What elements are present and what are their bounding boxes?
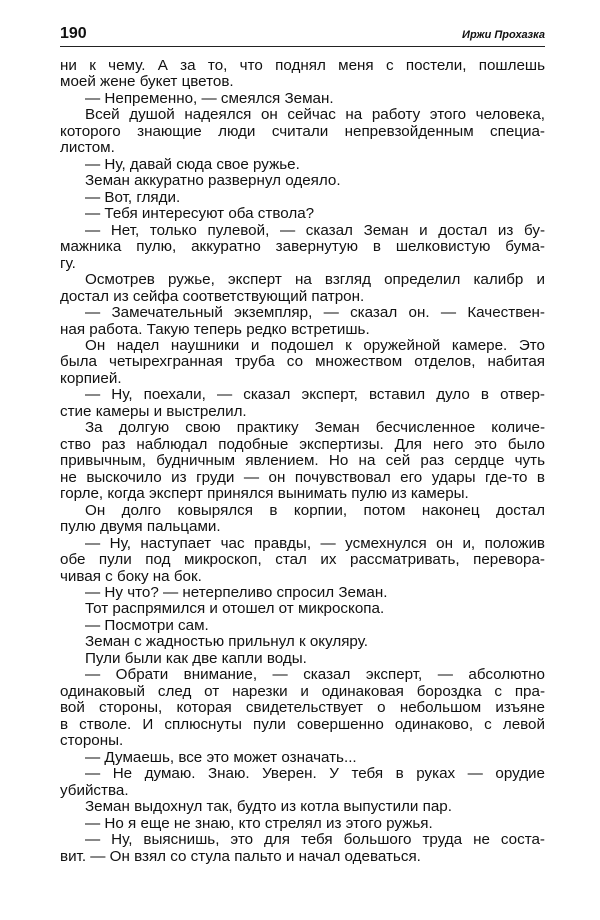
text-line: была четырехгранная труба со множеством отделов, набитая — [60, 354, 545, 371]
text-line: — Ну, наступает час правды, — усмехнулся он и, положив — [85, 535, 545, 552]
text-line: обе пули под микроскоп, стал их рассматривать, перевора- — [60, 552, 545, 569]
text-line: — Ну что? — нетерпеливо спросил Земан. — [85, 584, 388, 601]
text-line: вит. — Он взял со стула пальто и начал одеваться. — [60, 847, 421, 865]
text-line: ни к чему. А за то, что поднял меня с постели, пошлешь — [60, 58, 545, 74]
text-line: — Посмотри сам. — [85, 616, 209, 634]
running-title: Иржи Прохазка — [462, 29, 545, 41]
text-line: — Замечательный экземпляр, — сказал он. — Качествен- — [85, 305, 545, 322]
text-line: одинаковый след от нарезки и одинаковая бороздка с пра- — [60, 683, 545, 700]
text-line: стие камеры и выстрелил. — [60, 402, 247, 420]
text-line: Он долго ковырялся в корпии, потом наконец достал — [85, 502, 545, 519]
text-line: Земан выдохнул так, будто из котла выпустили пар. — [85, 798, 452, 816]
text-line: — Ну, давай сюда свое ружье. — [85, 155, 300, 173]
text-line: — Вот, гляди. — [85, 188, 181, 206]
text-line: — Не думаю. Знаю. Уверен. У тебя в руках — орудие — [85, 766, 545, 783]
text-line: — Непременно, — смеялся Земан. — [85, 89, 334, 107]
text-line: моей жене букет цветов. — [60, 73, 234, 91]
text-line: пулю двумя пальцами. — [60, 518, 221, 536]
text-line: гу. — [60, 254, 76, 272]
text-line: мажника пулю, аккуратно завернутую в шелковистую бума- — [60, 239, 545, 256]
text-line: Всей душой надеялся он сейчас на работу этого человека, — [85, 107, 545, 124]
text-line: достал из сейфа соответствующий патрон. — [60, 287, 365, 305]
text-line: Осмотрев ружье, эксперт на взгляд определил калибр и — [85, 272, 545, 289]
text-line: — Нет, только пулевой, — сказал Земан и достал из бу- — [85, 222, 545, 239]
text-line: — Но я еще не знаю, кто стрелял из этого ружья. — [85, 814, 433, 832]
page-number: 190 — [60, 25, 87, 42]
text-line: ство раз наблюдал подобные экспертизы. Для него это было — [60, 436, 545, 453]
text-line: Он надел наушники и подошел к оружейной камере. Это — [85, 337, 545, 354]
text-line: — Обрати внимание, — сказал эксперт, — абсолютно — [85, 667, 545, 684]
text-line: — Ну, поехали, — сказал эксперт, вставил дуло в отвер- — [85, 387, 545, 404]
text-line: За долгую свою практику Земан бесчисленное количе- — [85, 420, 545, 437]
text-line: не выскочило из груди — он почувствовал его удары где-то в — [60, 469, 545, 486]
text-line: вой стороны, которая свидетельствует о небольшом изъяне — [60, 700, 545, 717]
page-header — [60, 24, 545, 47]
text-line: Пули были как две капли воды. — [85, 649, 307, 667]
text-line: Земан аккуратно развернул одеяло. — [85, 172, 341, 190]
text-line: корпией. — [60, 369, 122, 387]
text-line: листом. — [60, 139, 115, 157]
text-line: — Ну, выяснишь, это для тебя большого труда не соста- — [85, 832, 545, 849]
text-line: чивая с боку на бок. — [60, 567, 202, 585]
text-line: стороны. — [60, 732, 124, 750]
text-line: — Думаешь, все это может означать... — [85, 748, 357, 766]
text-line: которого знающие люди считали непревзойденным специа- — [60, 123, 545, 140]
text-line: — Тебя интересуют оба ствола? — [85, 205, 315, 223]
text-line: Земан с жадностью прильнул к окуляру. — [85, 633, 368, 651]
body-text — [60, 58, 545, 865]
text-line: Тот распрямился и отошел от микроскопа. — [85, 600, 385, 618]
text-line: убийства. — [60, 781, 129, 799]
text-line: в стволе. И сплюснуты пули совершенно одинаково, с левой — [60, 716, 545, 733]
text-line: горле, когда эксперт принялся вынимать пулю из камеры. — [60, 485, 469, 503]
text-line: привычным, будничным явлением. Но на сей раз сердце чуть — [60, 453, 545, 470]
text-line: ная работа. Такую теперь редко встретишь. — [60, 320, 370, 338]
